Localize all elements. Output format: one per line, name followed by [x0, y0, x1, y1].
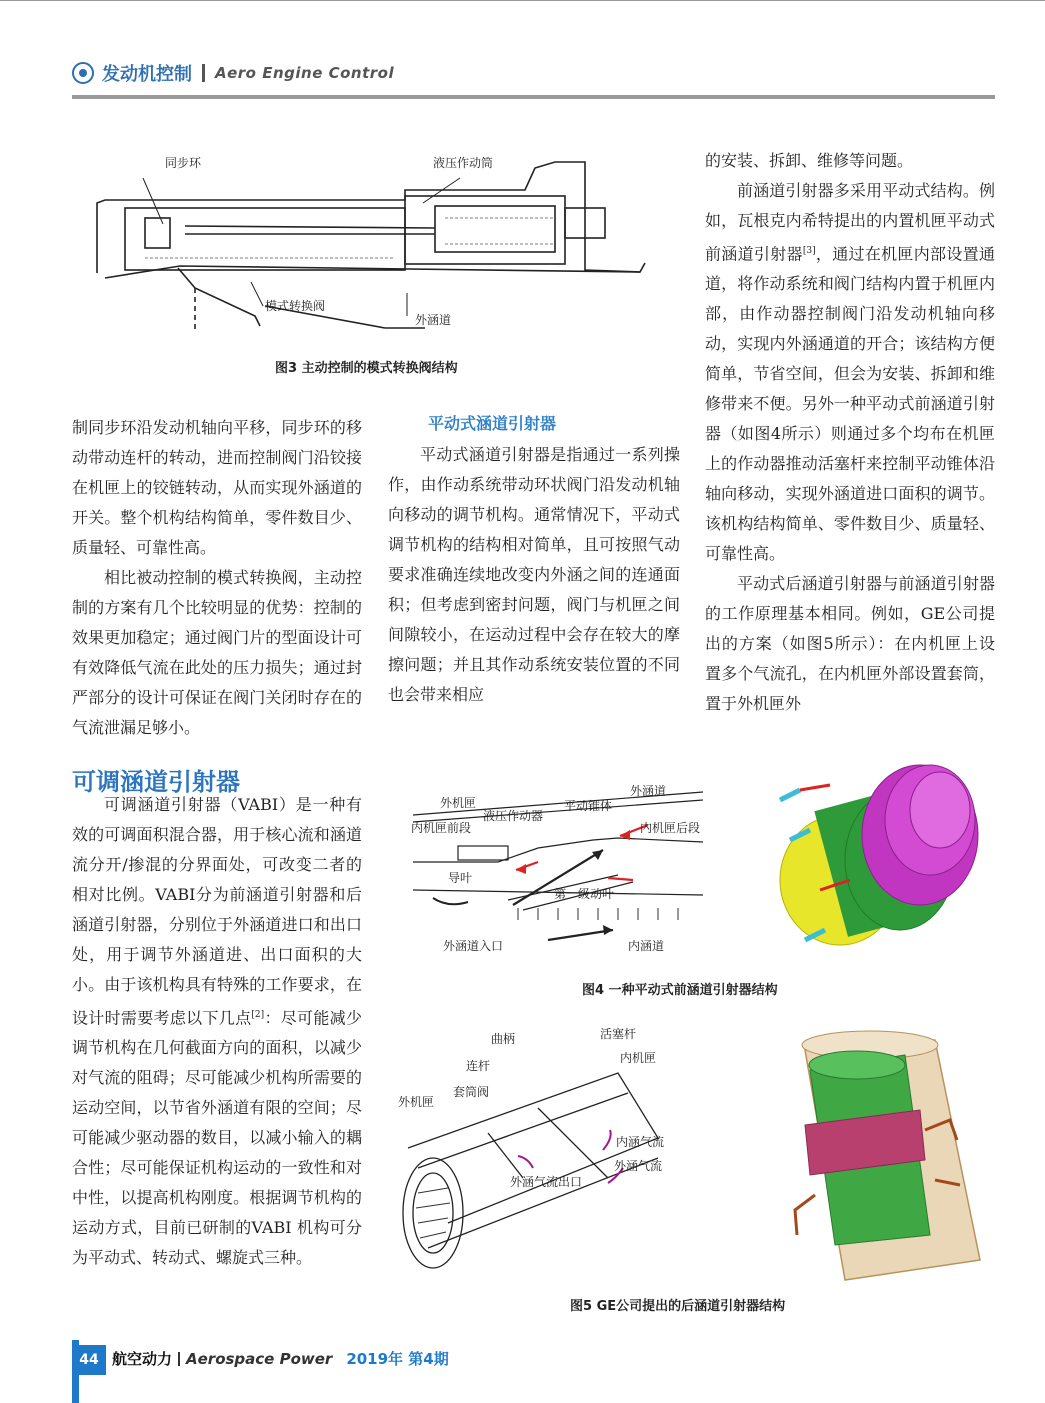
footer-separator: [178, 1352, 180, 1366]
fig5-label-sleeve: 套筒阀: [453, 1085, 490, 1099]
section-paragraph-1: 可调涵道引射器（VABI）是一种有效的可调面积混合器，用于核心流和涵道流分开/掺混的分界面处，可改变二者的相对比例。VABI分为前涵道引射器和后涵道引射器，分别位于外涵道进口和出口处，用于调节外涵道进、出口面积的大小。由于该机构具有特殊的工作要求，在设计时需要考虑以下几点[2]：尽可能减少调节机构在几何截面方向的面积，以减少对气流的阻碍；尽可能减少机构所需要的运动空间，以节省外涵道有限的空间；尽可能减少驱动器的数目，以减小输入的耦合性；尽可能保证机构运动的一致性和对中性，以提高机构刚度。根据调节机构的运动方式，目前已研制的VABI 机构可分为平动式、转动式、螺旋式三种。: [72, 795, 362, 1268]
fig5-label-bypass-exit: 外涵气流出口: [510, 1175, 583, 1189]
col1-paragraph-1: 制同步环沿发动机轴向平移，同步环的移动带动连杆的转动，进而控制阀门沿铰接在机匣上的铰链转动，从而实现外涵道的开关。整个机构结构简单，零件数目少、质量轻、可靠性高。: [72, 418, 362, 557]
fig4-label-cone: 平动锥体: [564, 799, 613, 813]
col3-paragraph-1: 的安装、拆卸、维修等问题。: [705, 151, 914, 170]
fig5-label-outer-case: 外机匣: [398, 1095, 435, 1109]
col3-text: [705, 146, 995, 719]
fig3-label-mode-valve: 模式转换阀: [265, 299, 326, 313]
figure-4-schematic: [408, 770, 708, 960]
figure-5-model: [735, 1020, 1000, 1285]
subsection-heading: 平动式涵道引射器: [428, 414, 557, 433]
fig4-label-bypass: 外涵道: [630, 784, 667, 798]
footer-journal-en: Aerospace Power: [186, 1349, 333, 1368]
fig5-caption: 图5 GE公司提出的后涵道引射器结构: [570, 1299, 786, 1314]
figure-4-model: [760, 740, 1000, 960]
fig5-label-crank: 曲柄: [491, 1032, 516, 1046]
col2-paragraph-1: 平动式涵道引射器是指通过一系列操作，由作动系统带动环状阀门沿发动机轴向移动的调节机构。通常情况下，平动式调节机构的结构相对简单，且可按照气动要求准确连续地改变内外涵之间的连通面积；但考虑到密封问题，阀门与机匣之间间隙较小，在运动过程中会存在较大的摩擦问题；并且其作动系统安装位置的不同也会带来相应: [388, 445, 680, 704]
fig5-label-piston: 活塞杆: [600, 1027, 637, 1041]
fig4-label-core: 内涵道: [628, 939, 665, 953]
journal-logo-icon: [72, 62, 94, 84]
header-separator: [202, 64, 205, 82]
fig4-label-inner-rear: 内机匣后段: [640, 821, 701, 835]
header-journal-cn: 发动机控制: [102, 64, 192, 85]
header-journal-en: Aero Engine Control: [215, 64, 395, 82]
section-text: [72, 790, 362, 1273]
fig4-label-inner-front: 内机匣前段: [411, 821, 472, 835]
fig3-caption: 图3 主动控制的模式转换阀结构: [275, 361, 458, 376]
footer-issue: 2019年 第4期: [346, 1350, 449, 1368]
header-rule: [72, 95, 995, 99]
fig4-label-outer-case: 外机匣: [440, 796, 477, 810]
running-footer: [112, 1348, 449, 1369]
running-header: [72, 58, 394, 88]
col1-text: [72, 413, 362, 743]
section-heading: 可调涵道引射器: [72, 768, 240, 796]
col1-paragraph-2: 相比被动控制的模式转换阀，主动控制的方案有几个比较明显的优势：控制的效果更加稳定；通过阀门片的型面设计可有效降低气流在此处的压力损失；通过封严部分的设计可保证在阀门关闭时存在的气流泄漏足够小。: [72, 568, 362, 737]
fig4-label-hydraulic: 液压作动器: [483, 809, 544, 823]
footer-journal-cn: 航空动力: [112, 1350, 173, 1368]
fig5-label-core-flow: 内涵气流: [616, 1135, 665, 1149]
col2-text: [388, 440, 680, 710]
fig5-label-bypass-flow: 外涵气流: [614, 1159, 663, 1173]
fig4-label-inlet: 外涵道入口: [443, 939, 504, 953]
top-rule: [0, 0, 1045, 1]
page-number: 44: [72, 1345, 106, 1375]
col3-paragraph-2: 前涵道引射器多采用平动式结构。例如，瓦根克内希特提出的内置机匣平动式前涵道引射器[3]，通过在机匣内部设置通道，将作动系统和阀门结构内置于机匣内部，由作动器控制阀门沿发动机轴向移动，实现内外涵通道的开合；该结构方便简单，节省空间，但会为安装、拆卸和维修带来不便。另外一种平动式前涵道引射器（如图4所示）则通过多个均布在机匣上的作动器推动活塞杆来控制平动锥体沿轴向移动，实现外涵道进口面积的调节。该机构结构简单、零件数目少、质量轻、可靠性高。: [705, 181, 995, 564]
fig4-caption: 图4 一种平动式前涵道引射器结构: [582, 983, 778, 998]
col3-paragraph-3: 平动式后涵道引射器与前涵道引射器的工作原理基本相同。例如，GE公司提出的方案（如图5所示）：在内机匣上设置多个气流孔，在内机匣外部设置套筒，置于外机匣外: [705, 574, 995, 714]
fig4-label-vane: 导叶: [448, 871, 473, 885]
fig3-label-bypass: 外涵道: [415, 313, 452, 327]
figure-5-schematic: [388, 1018, 688, 1288]
fig3-label-hydraulic: 液压作动筒: [433, 156, 494, 170]
figure-3: [85, 148, 665, 340]
fig4-label-blade: 第一级动叶: [554, 887, 615, 901]
fig5-label-link: 连杆: [466, 1059, 491, 1073]
fig3-label-sync-ring: 同步环: [165, 156, 202, 170]
fig5-label-inner-case: 内机匣: [620, 1051, 657, 1065]
